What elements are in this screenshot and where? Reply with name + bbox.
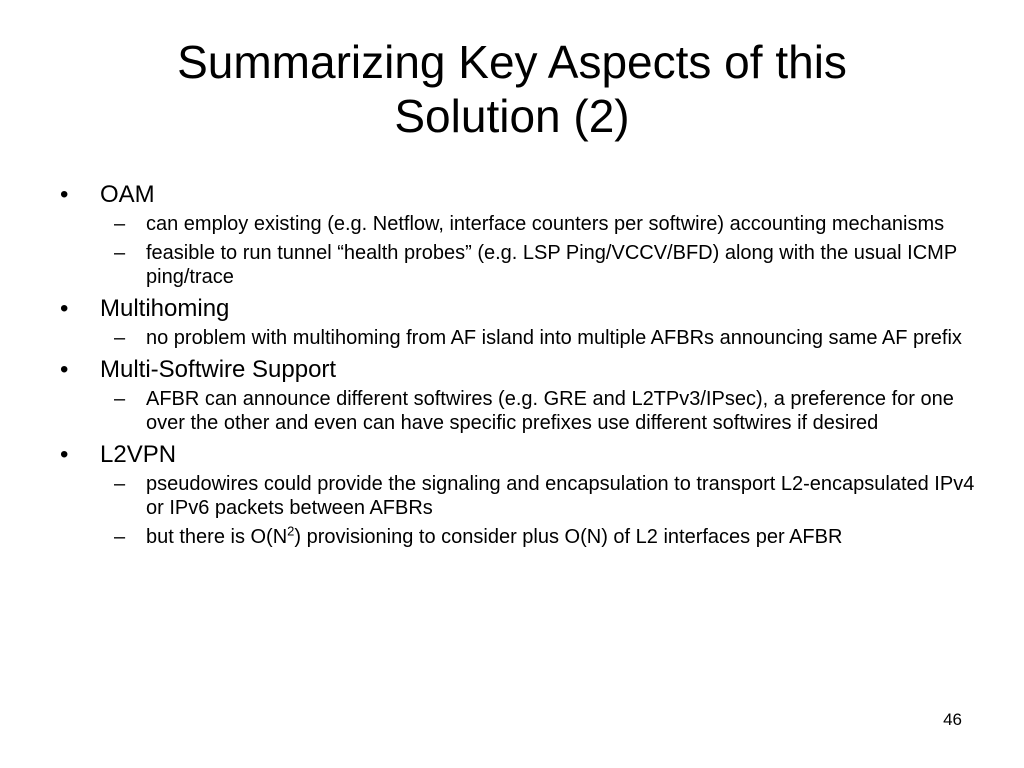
sub-bullet-item [100, 525, 980, 549]
sub-bullet-item [100, 472, 980, 520]
page-number: 46 [943, 710, 962, 729]
slide-title-line-1: Summarizing Key Aspects of this [177, 36, 847, 88]
sub-bullet-list [100, 212, 980, 289]
bullet-list [60, 180, 980, 554]
sub-bullet-list [100, 472, 980, 549]
bullet-marker: • [60, 295, 69, 322]
sub-bullet-marker: – [114, 213, 126, 235]
sub-bullet-list [100, 326, 980, 350]
sub-bullet-item [100, 241, 980, 289]
slide-title-line-2: Solution (2) [394, 90, 630, 142]
sub-bullet-text-with-superscript [146, 525, 980, 549]
sub-bullet-text-after: ) provisioning to consider plus O(N) of L2 interfaces per AFBR [294, 526, 843, 548]
sub-bullet-marker: – [114, 242, 126, 264]
bullet-text: Multi-Softwire Support [100, 356, 337, 383]
sub-bullet-text: can employ existing (e.g. Netflow, interface counters per softwire) accounting mechanisms [146, 213, 945, 235]
sub-bullet-marker: – [114, 473, 126, 495]
sub-bullet-marker: – [114, 327, 126, 349]
sub-bullet-list [100, 387, 980, 435]
sub-bullet-text: feasible to run tunnel “health probes” (e.g. LSP Ping/VCCV/BFD) along with the usual ICMP ping/trace [146, 242, 957, 288]
sub-bullet-text: AFBR can announce different softwires (e.g. GRE and L2TPv3/IPsec), a preference for one over the other and even can have specific prefixes use different softwires if desired [146, 388, 954, 434]
bullet-marker: • [60, 356, 69, 383]
bullet-marker: • [60, 441, 69, 468]
sub-bullet-item [100, 326, 980, 350]
bullet-item-oam [60, 180, 980, 289]
bullet-item-l2vpn [60, 440, 980, 549]
sub-bullet-text: no problem with multihoming from AF island into multiple AFBRs announcing same AF prefix [146, 327, 962, 349]
bullet-text: Multihoming [100, 295, 230, 322]
sub-bullet-marker: – [114, 388, 126, 410]
sub-bullet-text: pseudowires could provide the signaling and encapsulation to transport L2-encapsulated IPv4 or IPv6 packets between AFBRs [146, 473, 975, 519]
sub-bullet-text-before: but there is O(N [146, 526, 288, 548]
slide-title [40, 35, 984, 143]
bullet-text: L2VPN [100, 441, 177, 468]
sub-bullet-item [100, 387, 980, 435]
bullet-item-multihoming [60, 294, 980, 350]
bullet-text: OAM [100, 181, 155, 208]
bullet-item-multi-softwire-support [60, 355, 980, 435]
superscript-exponent: 2 [287, 523, 295, 539]
bullet-marker: • [60, 181, 69, 208]
sub-bullet-marker: – [114, 526, 126, 548]
sub-bullet-item [100, 212, 980, 236]
